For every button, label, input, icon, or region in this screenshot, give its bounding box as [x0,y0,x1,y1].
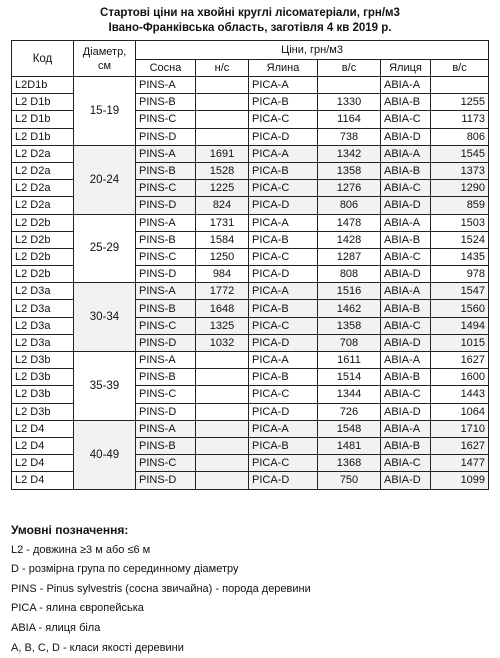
cell-pine-price [196,352,249,369]
cell-pine-grade: PINS-D [136,266,196,283]
header-fir-unit: в/с [431,60,489,77]
title-line-2: Івано-Франківська область, заготівля 4 кв 2019 р. [108,22,392,34]
cell-spruce-price: 1611 [318,352,381,369]
header-diameter-line1: Діаметр, [82,45,127,58]
cell-spruce-price: 1358 [318,162,381,179]
cell-code: L2 D2b [12,248,74,265]
legend-item-spruce: PICA - ялина європейська [11,602,144,615]
cell-fir-price: 1524 [431,231,489,248]
cell-spruce-price: 1164 [318,111,381,128]
cell-fir-price: 1477 [431,455,489,472]
cell-pine-price: 1584 [196,231,249,248]
cell-fir-grade: ABIA-A [381,214,431,231]
cell-fir-price: 1545 [431,145,489,162]
legend-item-quality: A, B, C, D - класи якості деревини [11,641,184,654]
cell-fir-price: 1015 [431,334,489,351]
cell-fir-grade: ABIA-C [381,111,431,128]
cell-fir-price: 1255 [431,94,489,111]
cell-spruce-grade: PICA-B [249,231,318,248]
table-body [12,77,489,490]
cell-fir-price: 1560 [431,300,489,317]
cell-pine-grade: PINS-D [136,334,196,351]
cell-fir-price: 1710 [431,420,489,437]
header-pine-unit: н/с [196,60,249,77]
cell-pine-price [196,94,249,111]
cell-code: L2 D4 [12,420,74,437]
cell-spruce-price: 808 [318,266,381,283]
cell-code: L2 D1b [12,128,74,145]
cell-code: L2 D2b [12,214,74,231]
header-spruce: Ялина [249,60,318,77]
cell-fir-grade: ABIA-A [381,352,431,369]
cell-fir-grade: ABIA-D [381,128,431,145]
cell-spruce-price: 1462 [318,300,381,317]
cell-pine-price [196,77,249,94]
cell-fir-grade: ABIA-A [381,77,431,94]
cell-code: L2 D3b [12,386,74,403]
cell-spruce-grade: PICA-B [249,369,318,386]
cell-pine-price: 1731 [196,214,249,231]
cell-fir-price: 1627 [431,437,489,454]
cell-spruce-price: 1478 [318,214,381,231]
cell-fir-grade: ABIA-B [381,300,431,317]
cell-pine-price: 1032 [196,334,249,351]
cell-spruce-price: 726 [318,403,381,420]
cell-fir-price: 1627 [431,352,489,369]
cell-spruce-price: 1516 [318,283,381,300]
cell-spruce-grade: PICA-D [249,197,318,214]
cell-fir-price: 1064 [431,403,489,420]
cell-pine-price: 824 [196,197,249,214]
cell-fir-price: 1494 [431,317,489,334]
cell-spruce-grade: PICA-D [249,266,318,283]
cell-fir-price: 1290 [431,180,489,197]
cell-code: L2 D3a [12,334,74,351]
cell-spruce-grade: PICA-C [249,455,318,472]
cell-code: L2 D3b [12,369,74,386]
cell-pine-grade: PINS-A [136,145,196,162]
table-row [12,420,489,437]
cell-pine-grade: PINS-A [136,420,196,437]
cell-fir-grade: ABIA-A [381,145,431,162]
table-row [12,145,489,162]
cell-pine-grade: PINS-C [136,111,196,128]
cell-diameter: 25-29 [74,214,136,283]
cell-fir-grade: ABIA-D [381,334,431,351]
cell-pine-price: 1528 [196,162,249,179]
cell-spruce-price: 1481 [318,437,381,454]
cell-pine-grade: PINS-A [136,77,196,94]
cell-fir-price: 1099 [431,472,489,489]
header-prices: Ціни, грн/м3 [136,41,489,60]
cell-spruce-price: 1342 [318,145,381,162]
cell-pine-grade: PINS-B [136,94,196,111]
title-line-1: Стартові ціни на хвойні круглі лісоматеріали, грн/м3 [100,7,400,19]
cell-pine-price [196,128,249,145]
cell-spruce-grade: PICA-B [249,94,318,111]
cell-pine-grade: PINS-C [136,317,196,334]
cell-fir-grade: ABIA-D [381,266,431,283]
cell-pine-grade: PINS-B [136,369,196,386]
cell-spruce-grade: PICA-D [249,403,318,420]
cell-fir-grade: ABIA-B [381,162,431,179]
header-code: Код [12,41,74,77]
cell-pine-price [196,420,249,437]
cell-code: L2 D3a [12,317,74,334]
cell-code: L2 D2a [12,145,74,162]
table-row [12,77,489,94]
cell-code: L2 D2a [12,162,74,179]
cell-spruce-price: 1548 [318,420,381,437]
cell-spruce-price: 750 [318,472,381,489]
cell-spruce-price: 806 [318,197,381,214]
document-title [0,0,500,32]
cell-fir-price: 978 [431,266,489,283]
legend-item-fir: ABIA - ялиця біла [11,621,101,634]
cell-diameter: 15-19 [74,77,136,146]
cell-spruce-grade: PICA-C [249,317,318,334]
table-row [12,352,489,369]
cell-spruce-price: 1358 [318,317,381,334]
cell-pine-grade: PINS-B [136,437,196,454]
cell-spruce-grade: PICA-C [249,248,318,265]
cell-spruce-grade: PICA-D [249,334,318,351]
cell-code: L2 D3a [12,283,74,300]
cell-spruce-grade: PICA-A [249,283,318,300]
cell-pine-grade: PINS-D [136,403,196,420]
cell-pine-grade: PINS-C [136,386,196,403]
cell-code: L2D1b [12,77,74,94]
legend-item-diameter: D - розмірна група по серединному діаметру [11,563,239,576]
cell-pine-price [196,369,249,386]
cell-spruce-price: 1368 [318,455,381,472]
cell-spruce-grade: PICA-A [249,420,318,437]
cell-pine-price [196,455,249,472]
cell-fir-price: 806 [431,128,489,145]
table-row [12,214,489,231]
cell-diameter: 20-24 [74,145,136,214]
cell-code: L2 D4 [12,437,74,454]
cell-pine-price [196,403,249,420]
cell-spruce-price: 1330 [318,94,381,111]
cell-fir-grade: ABIA-B [381,231,431,248]
cell-spruce-price: 1344 [318,386,381,403]
cell-fir-grade: ABIA-C [381,455,431,472]
legend [11,521,491,658]
table-row [12,283,489,300]
cell-spruce-grade: PICA-A [249,214,318,231]
cell-fir-price: 1435 [431,248,489,265]
cell-spruce-price: 1514 [318,369,381,386]
cell-code: L2 D4 [12,455,74,472]
price-table [11,40,489,490]
cell-pine-grade: PINS-D [136,472,196,489]
cell-fir-grade: ABIA-D [381,472,431,489]
cell-spruce-grade: PICA-D [249,128,318,145]
cell-spruce-grade: PICA-B [249,300,318,317]
cell-diameter: 30-34 [74,283,136,352]
cell-pine-grade: PINS-A [136,283,196,300]
header-diameter-line2: см [97,59,112,72]
cell-spruce-grade: PICA-D [249,472,318,489]
cell-spruce-price: 1287 [318,248,381,265]
header-diameter [74,41,136,77]
cell-spruce-grade: PICA-A [249,352,318,369]
cell-fir-price: 1373 [431,162,489,179]
cell-pine-price: 1691 [196,145,249,162]
cell-pine-grade: PINS-A [136,214,196,231]
cell-fir-price: 1443 [431,386,489,403]
cell-code: L2 D2b [12,231,74,248]
cell-spruce-grade: PICA-B [249,162,318,179]
cell-pine-price [196,472,249,489]
legend-item-length: L2 - довжина ≥3 м або ≤6 м [11,543,151,556]
cell-fir-grade: ABIA-B [381,437,431,454]
cell-spruce-price: 1276 [318,180,381,197]
cell-pine-price: 1648 [196,300,249,317]
legend-heading: Умовні позначення: [11,523,129,537]
legend-item-pine: PINS - Pinus sylvestris (сосна звичайна) - порода деревини [11,582,311,595]
cell-diameter: 35-39 [74,352,136,421]
cell-code: L2 D1b [12,111,74,128]
cell-code: L2 D2b [12,266,74,283]
cell-fir-price: 1547 [431,283,489,300]
cell-fir-grade: ABIA-C [381,248,431,265]
cell-spruce-price: 1428 [318,231,381,248]
header-fir: Ялиця [381,60,431,77]
cell-spruce-grade: PICA-C [249,111,318,128]
cell-pine-price: 1250 [196,248,249,265]
cell-fir-price [431,77,489,94]
header-spruce-unit: в/с [318,60,381,77]
cell-pine-price [196,386,249,403]
cell-fir-price: 859 [431,197,489,214]
cell-fir-grade: ABIA-B [381,94,431,111]
cell-spruce-price: 708 [318,334,381,351]
cell-fir-price: 1503 [431,214,489,231]
cell-pine-price: 1325 [196,317,249,334]
cell-diameter: 40-49 [74,420,136,489]
cell-spruce-grade: PICA-A [249,77,318,94]
cell-fir-price: 1173 [431,111,489,128]
cell-code: L2 D3b [12,352,74,369]
cell-fir-grade: ABIA-C [381,386,431,403]
cell-spruce-grade: PICA-C [249,386,318,403]
cell-pine-grade: PINS-C [136,180,196,197]
cell-spruce-grade: PICA-C [249,180,318,197]
cell-spruce-price [318,77,381,94]
cell-pine-grade: PINS-C [136,455,196,472]
cell-pine-price: 984 [196,266,249,283]
cell-pine-price: 1225 [196,180,249,197]
cell-code: L2 D2a [12,180,74,197]
cell-spruce-grade: PICA-B [249,437,318,454]
cell-code: L2 D3b [12,403,74,420]
cell-code: L2 D3a [12,300,74,317]
cell-pine-price [196,437,249,454]
cell-pine-grade: PINS-C [136,248,196,265]
cell-pine-grade: PINS-D [136,197,196,214]
cell-pine-grade: PINS-D [136,128,196,145]
header-pine: Сосна [136,60,196,77]
cell-fir-grade: ABIA-D [381,197,431,214]
cell-pine-grade: PINS-B [136,162,196,179]
cell-fir-grade: ABIA-D [381,403,431,420]
cell-code: L2 D1b [12,94,74,111]
cell-code: L2 D4 [12,472,74,489]
cell-pine-grade: PINS-B [136,300,196,317]
cell-fir-grade: ABIA-A [381,420,431,437]
cell-fir-grade: ABIA-C [381,317,431,334]
cell-fir-price: 1600 [431,369,489,386]
cell-pine-grade: PINS-B [136,231,196,248]
cell-fir-grade: ABIA-B [381,369,431,386]
cell-spruce-price: 738 [318,128,381,145]
cell-fir-grade: ABIA-A [381,283,431,300]
cell-pine-price [196,111,249,128]
cell-fir-grade: ABIA-C [381,180,431,197]
cell-pine-grade: PINS-A [136,352,196,369]
cell-pine-price: 1772 [196,283,249,300]
cell-spruce-grade: PICA-A [249,145,318,162]
cell-code: L2 D2a [12,197,74,214]
